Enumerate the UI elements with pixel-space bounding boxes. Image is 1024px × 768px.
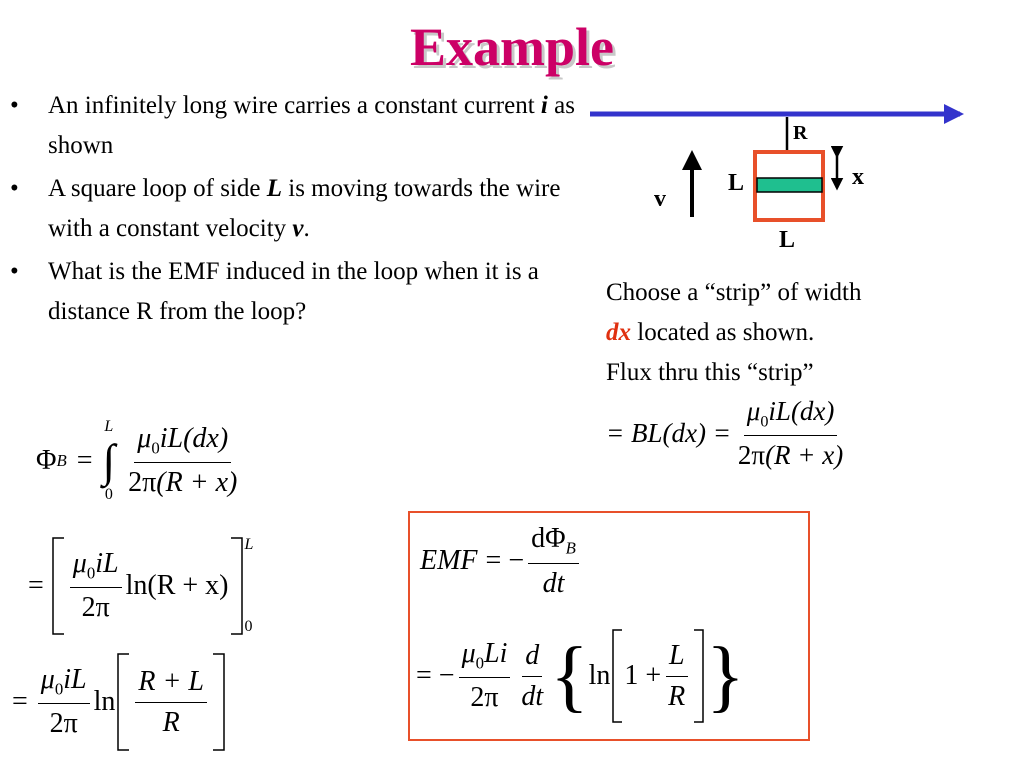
bullet-item: • An infinitely long wire carries a constant current i as shown <box>8 86 583 166</box>
page-title: Example <box>409 17 614 77</box>
final-flux-equation: = $\frac{\mu_0iL}{2\pi}$ ln $\frac{R + L}{R}$ <box>12 652 227 752</box>
right-brace: } <box>706 632 745 720</box>
wire-loop-diagram <box>580 92 1000 262</box>
label-x: x <box>852 164 864 190</box>
right-bracket <box>229 536 245 636</box>
integral-sign: L ∫ 0 <box>102 418 116 503</box>
strip-flux-equation: = BL(dx) = $\frac{\mu_0iL(dx)}{2\pi(R + x)}$ <box>606 396 844 471</box>
evaluated-bracket-equation: = $\frac{\mu_0iL}{2\pi}$ ln(R + x) L 0 <box>28 536 254 635</box>
flux-integral-equation: Φ B = L ∫ 0 $\frac{\mu_0iL(dx)}{2\pi(R + x)}$ <box>36 418 238 503</box>
left-bracket <box>115 652 131 752</box>
bullet-item: • What is the EMF induced in the loop when it is a distance R from the loop? <box>8 252 583 332</box>
strip-dx <box>757 178 822 192</box>
bullet-item: • A square loop of side L is moving towards the wire with a constant velocity v. <box>8 169 583 249</box>
emf-result-box <box>408 511 810 741</box>
label-L-side: L <box>728 170 745 196</box>
bullet-list <box>8 86 583 335</box>
left-bracket <box>50 536 66 636</box>
label-R: R <box>793 122 808 144</box>
emf-result-equation: = − $\frac{\mu_0Li}{2\pi}$ $\frac{d}{dt}$ { ln 1 + $\frac{L}{R}$ } <box>416 628 745 724</box>
label-L-bottom: L <box>779 227 796 253</box>
strip-description: Choose a “strip” of width dx located as shown. Flux thru this “strip” <box>606 279 862 386</box>
label-v: v <box>654 186 666 212</box>
right-bracket <box>692 628 706 724</box>
left-bracket <box>610 628 624 724</box>
left-brace: { <box>550 632 589 720</box>
right-bracket <box>211 652 227 752</box>
emf-definition-equation: EMF = − $\frac{d\Phi_B}{dt}$ <box>420 523 583 600</box>
